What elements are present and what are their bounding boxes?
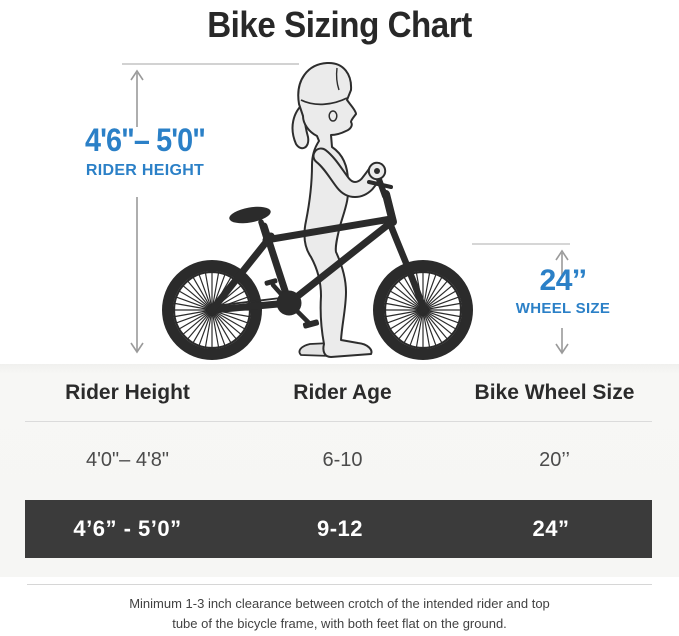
- page-title: Bike Sizing Chart: [207, 4, 472, 45]
- header-bike-wheel-size: Bike Wheel Size: [474, 380, 635, 404]
- rider-body: [298, 63, 371, 357]
- header-rider-age: Rider Age: [293, 380, 392, 404]
- rider-height-value: 4'6"– 5'0": [84, 122, 206, 158]
- cell-rider-age: 9-12: [316, 516, 364, 541]
- wheel-size-value: 24’’: [539, 264, 587, 297]
- table-row: [0, 422, 679, 499]
- sizing-table: [0, 364, 679, 577]
- footnote-divider: [27, 584, 652, 585]
- cell-wheel-size: 24”: [532, 516, 570, 541]
- chainring: [277, 291, 302, 316]
- table-header-row: [0, 364, 679, 421]
- footnote-text: Minimum 1-3 inch clearance between crotch of the intended rider and top tube of the bicycle frame, with both feet flat on the ground.: [129, 596, 550, 631]
- wheel-size-label: WHEEL SIZE: [515, 300, 611, 317]
- cell-rider-height: 4’6” - 5’0”: [73, 516, 182, 541]
- bike-seat: [228, 204, 272, 226]
- cell-rider-height: 4'0"– 4'8": [85, 449, 169, 471]
- wheel-size-annotation: [503, 266, 623, 316]
- rider-hand: [369, 163, 385, 179]
- rider-height-label: RIDER HEIGHT: [85, 162, 205, 179]
- rider-figure: [293, 63, 376, 357]
- rider-height-annotation: [55, 124, 235, 179]
- table-row-highlighted: [25, 500, 652, 558]
- footnote: [0, 594, 679, 633]
- header-rider-height: Rider Height: [65, 380, 190, 404]
- cell-rider-age: 6-10: [322, 449, 363, 471]
- cell-wheel-size: 20’’: [539, 449, 570, 471]
- handlebar-grip-end: [374, 168, 380, 174]
